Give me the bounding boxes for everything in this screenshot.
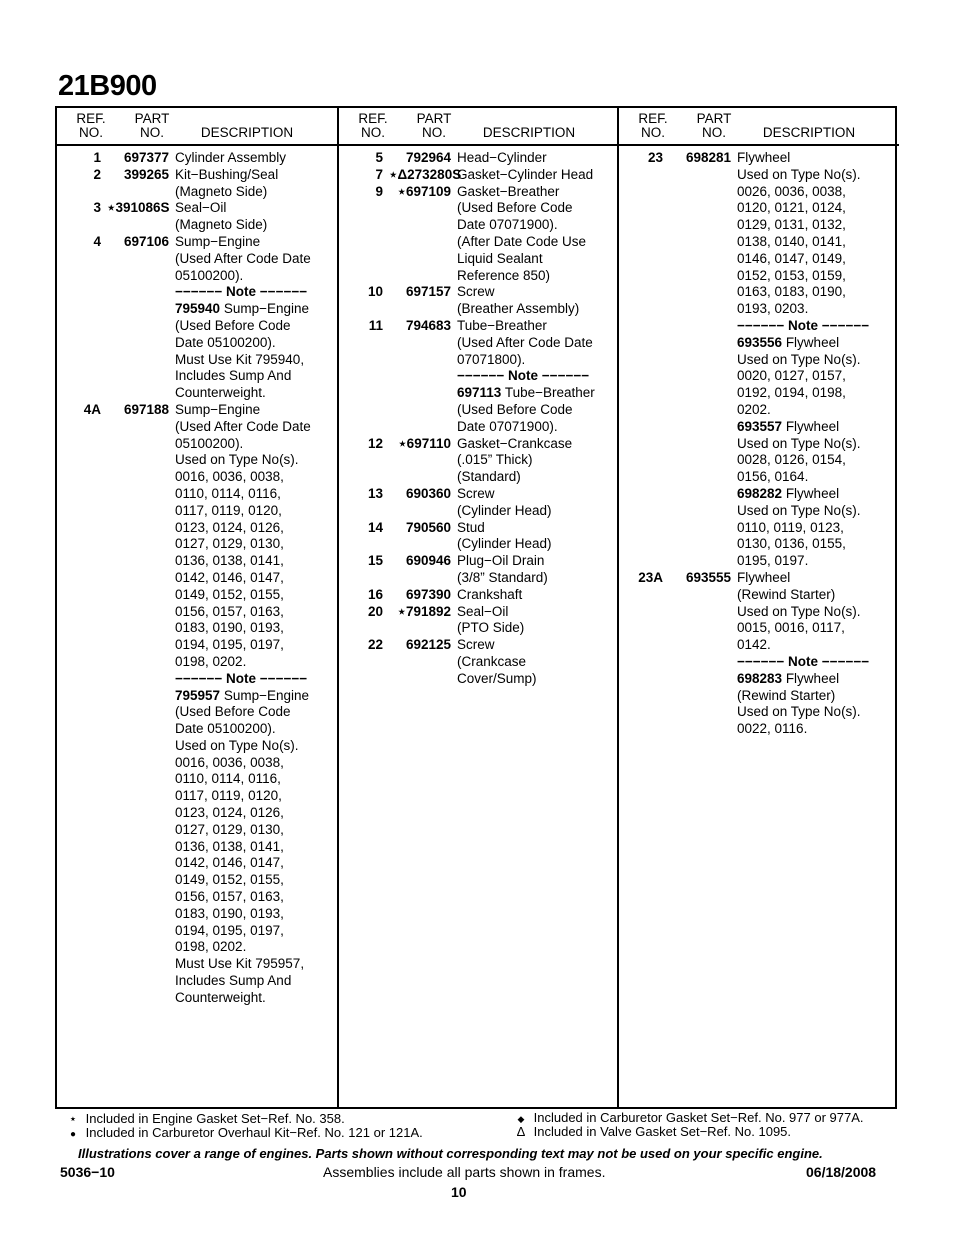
description-line: Screw xyxy=(457,284,495,300)
part-description xyxy=(457,604,619,638)
ref-number: 4A xyxy=(83,401,101,417)
description-line: 0028, 0126, 0154, xyxy=(737,452,846,468)
description-header: DESCRIPTION xyxy=(762,125,856,140)
description-line: Used on Type No(s). xyxy=(737,704,861,720)
description-line: 05100200). xyxy=(175,435,244,451)
part-entry xyxy=(619,570,899,738)
description-line: 0129, 0131, 0132, xyxy=(737,217,846,233)
part-description xyxy=(737,570,899,738)
footnote-star xyxy=(64,1112,345,1126)
line-text: Flywheel xyxy=(782,485,840,501)
description-line: 0022, 0116. xyxy=(737,721,808,737)
description-line: (Used Before Code xyxy=(175,704,291,720)
description-line xyxy=(457,385,619,402)
part-number: 697377 xyxy=(123,150,169,165)
bold-text: 693557 xyxy=(737,418,783,434)
ref-number: 23 xyxy=(647,150,663,165)
ref-number: 22 xyxy=(367,637,383,653)
part-description xyxy=(175,402,337,1007)
part-description xyxy=(457,318,619,436)
description-line: 0142. xyxy=(737,637,771,653)
description-line: 0127, 0129, 0130, xyxy=(175,536,284,552)
description-line xyxy=(175,688,337,705)
part-description xyxy=(457,436,619,486)
ref-number: 16 xyxy=(367,586,383,602)
line-text: Flywheel xyxy=(782,418,840,434)
description-line xyxy=(737,654,899,671)
bold-text: 693556 xyxy=(737,334,783,350)
part-entry xyxy=(339,587,619,604)
description-line: (Used After Code Date xyxy=(175,418,311,434)
description-line: 0195, 0197. xyxy=(737,553,809,569)
model-number: 21B900 xyxy=(58,70,157,102)
description-line: Cover/Sump) xyxy=(457,670,537,686)
bold-text: −−−−−− Note −−−−−− xyxy=(175,670,308,686)
part-number: 697188 xyxy=(123,401,169,417)
description-line: Must Use Kit 795940, xyxy=(175,351,305,367)
no-header-line: NO. xyxy=(139,125,164,140)
part-no-header xyxy=(127,112,177,140)
line-text: Sump−Engine xyxy=(220,687,309,703)
description-line: (Used After Code Date xyxy=(457,334,593,350)
bold-text: −−−−−− Note −−−−−− xyxy=(737,317,870,333)
description-line: 0194, 0195, 0197, xyxy=(175,637,284,653)
description-line: (PTO Side) xyxy=(457,620,525,636)
description-line: (Cylinder Head) xyxy=(457,502,552,518)
description-line: Tube−Breather xyxy=(457,317,547,333)
ref-no-header xyxy=(69,112,113,140)
description-line: 0127, 0129, 0130, xyxy=(175,821,284,837)
description-line: Counterweight. xyxy=(175,385,266,401)
description-line: Date 05100200). xyxy=(175,721,276,737)
description-line: 0015, 0016, 0117, xyxy=(737,620,845,636)
ref-number: 23A xyxy=(638,569,663,585)
description-line: Date 05100200). xyxy=(175,334,276,350)
description-line: 0110, 0114, 0116, xyxy=(175,485,281,501)
column-header xyxy=(619,108,899,146)
description-line: 0183, 0190, 0193, xyxy=(175,620,284,636)
description-line: 05100200). xyxy=(175,267,244,283)
description-line: Counterweight. xyxy=(175,989,266,1005)
part-description xyxy=(457,284,619,318)
description-line: 0136, 0138, 0141, xyxy=(175,553,284,569)
line-text: Flywheel xyxy=(782,334,840,350)
description-line xyxy=(175,301,337,318)
description-line: 0117, 0119, 0120, xyxy=(175,502,282,518)
part-number: 792964 xyxy=(405,150,451,165)
part-entry xyxy=(339,150,619,167)
no-header-line: NO. xyxy=(421,125,446,140)
parts-table xyxy=(55,106,897,1109)
part-entry xyxy=(339,486,619,520)
description-line: 0194, 0195, 0197, xyxy=(175,922,284,938)
parts-column-2 xyxy=(337,108,619,1107)
description-line: Sump−Engine xyxy=(175,233,261,249)
part-entry xyxy=(339,553,619,587)
part-number: 698281 xyxy=(685,150,731,165)
part-number: 690946 xyxy=(405,553,451,569)
description-line: Used on Type No(s). xyxy=(737,351,861,367)
part-entry xyxy=(57,150,337,167)
description-line: 07071800). xyxy=(457,351,526,367)
part-entry xyxy=(339,436,619,486)
column-header xyxy=(57,108,337,146)
part-number: 693555 xyxy=(685,569,731,585)
description-line: 0123, 0124, 0126, xyxy=(175,805,284,821)
line-text: Flywheel xyxy=(782,670,840,686)
part-entry xyxy=(339,604,619,638)
ref-number: 10 xyxy=(367,284,383,300)
description-line: (Crankcase xyxy=(457,653,527,669)
page-number: 10 xyxy=(451,1184,467,1200)
description-line: Used on Type No(s). xyxy=(737,435,861,451)
description-line: 0152, 0153, 0159, xyxy=(737,267,846,283)
description-line: 0142, 0146, 0147, xyxy=(175,569,284,585)
description-line: (Magneto Side) xyxy=(175,183,268,199)
delta-icon: Δ xyxy=(516,1124,526,1139)
description-line xyxy=(737,486,899,503)
description-line: 0123, 0124, 0126, xyxy=(175,519,284,535)
footnote-delta xyxy=(512,1125,791,1139)
part-description xyxy=(457,587,619,604)
part-description xyxy=(457,486,619,520)
description-line: Flywheel xyxy=(737,150,791,165)
description-line: 0110, 0114, 0116, xyxy=(175,771,281,787)
star-icon: ⋆ xyxy=(68,1111,78,1126)
description-line: 0193, 0203. xyxy=(737,301,809,317)
description-line: (Used Before Code xyxy=(175,317,291,333)
ref-number: 1 xyxy=(93,150,101,165)
description-line: Includes Sump And xyxy=(175,973,292,989)
description-line: 0192, 0194, 0198, xyxy=(737,385,846,401)
part-description xyxy=(457,637,619,687)
ref-number: 9 xyxy=(375,183,383,199)
description-line: (Rewind Starter) xyxy=(737,687,836,703)
description-line xyxy=(737,335,899,352)
ref-header-line: REF. xyxy=(638,111,668,126)
description-line: (Cylinder Head) xyxy=(457,536,552,552)
footnote-text: Included in Engine Gasket Set−Ref. No. 358. xyxy=(85,1111,345,1126)
bold-text: 697113 xyxy=(457,385,502,401)
ref-number: 20 xyxy=(367,603,383,619)
entries-list xyxy=(619,150,899,738)
entries-list xyxy=(57,150,337,1007)
description-line: (Standard) xyxy=(457,469,521,485)
description-line: 0138, 0140, 0141, xyxy=(737,233,846,249)
description-line: Liquid Sealant xyxy=(457,250,543,266)
bold-text: −−−−−− Note −−−−−− xyxy=(457,368,590,384)
description-line: 0117, 0119, 0120, xyxy=(175,788,282,804)
part-description xyxy=(457,150,619,167)
ref-no-header xyxy=(351,112,395,140)
description-line: Sump−Engine xyxy=(175,401,261,417)
description-line: 0156, 0157, 0163, xyxy=(175,889,284,905)
description-line: (Breather Assembly) xyxy=(457,301,580,317)
part-number: ⋆697110 xyxy=(398,435,451,451)
ref-number: 2 xyxy=(93,166,101,182)
description-line: 0149, 0152, 0155, xyxy=(175,586,284,602)
ref-no-header xyxy=(631,112,675,140)
part-header-line: PART xyxy=(696,111,732,126)
footnote-text: Included in Valve Gasket Set−Ref. No. 1095. xyxy=(533,1124,792,1139)
description-line: 0120, 0121, 0124, xyxy=(737,200,846,216)
description-line: (Used After Code Date xyxy=(175,250,311,266)
description-line: 0156, 0164. xyxy=(737,469,809,485)
no-header-line: NO. xyxy=(701,125,726,140)
description-line: Gasket−Cylinder Head xyxy=(457,166,594,182)
description-line: 0198, 0202. xyxy=(175,653,247,669)
part-entry xyxy=(339,284,619,318)
bold-text: −−−−−− Note −−−−−− xyxy=(175,284,308,300)
part-number: 697157 xyxy=(405,284,451,300)
part-description xyxy=(737,150,899,570)
part-number: 399265 xyxy=(123,166,169,182)
part-entry xyxy=(339,318,619,436)
description-line xyxy=(175,671,337,688)
description-line: Plug−Oil Drain xyxy=(457,553,545,569)
description-line: 0016, 0036, 0038, xyxy=(175,754,284,770)
entries-list xyxy=(339,150,619,688)
part-description xyxy=(457,520,619,554)
footnote-text: Included in Carburetor Overhaul Kit−Ref. No. 121 or 121A. xyxy=(85,1125,423,1140)
part-description xyxy=(175,150,337,167)
description-line xyxy=(175,284,337,301)
part-number: ⋆391086S xyxy=(107,200,170,216)
ref-number: 3 xyxy=(93,200,101,216)
description-line: Head−Cylinder xyxy=(457,150,547,165)
document-date: 06/18/2008 xyxy=(806,1164,877,1180)
part-entry xyxy=(339,167,619,184)
part-entry xyxy=(339,637,619,687)
part-description xyxy=(175,167,337,201)
parts-column-3 xyxy=(617,108,899,1107)
part-number: ⋆697109 xyxy=(397,183,451,199)
part-entry xyxy=(57,167,337,201)
description-line xyxy=(457,368,619,385)
footnote-dot xyxy=(64,1126,423,1142)
part-number: ⋆Δ273280S xyxy=(389,166,462,182)
description-line: Screw xyxy=(457,637,495,653)
description-line: Gasket−Crankcase xyxy=(457,435,573,451)
description-line: 0146, 0147, 0149, xyxy=(737,250,846,266)
description-line: 0020, 0127, 0157, xyxy=(737,368,846,384)
description-header: DESCRIPTION xyxy=(200,125,294,140)
bold-text: 698283 xyxy=(737,670,783,686)
document-number: 5036−10 xyxy=(60,1164,115,1180)
description-line xyxy=(737,419,899,436)
ref-number: 11 xyxy=(368,317,383,333)
description-line: (Used Before Code xyxy=(457,200,573,216)
ref-number: 7 xyxy=(375,166,383,182)
part-number: 690360 xyxy=(405,485,451,501)
part-number: ⋆791892 xyxy=(397,603,451,619)
description-line: 0136, 0138, 0141, xyxy=(175,838,284,854)
bold-text: 698282 xyxy=(737,485,783,501)
ref-header-line: REF. xyxy=(358,111,388,126)
part-description xyxy=(457,167,619,184)
description-line: Stud xyxy=(457,519,485,535)
description-line: (Magneto Side) xyxy=(175,217,268,233)
bold-text: 795940 xyxy=(175,301,221,317)
description-line: 0163, 0183, 0190, xyxy=(737,284,846,300)
description-line: Date 07071900). xyxy=(457,418,558,434)
description-line: Reference 850) xyxy=(457,267,551,283)
description-line: (3/8” Standard) xyxy=(457,569,548,585)
ref-number: 13 xyxy=(367,485,383,501)
illustrations-note: Illustrations cover a range of engines. Parts shown without corresponding text may not be used on your specific engine. xyxy=(78,1146,823,1161)
description-line: 0130, 0136, 0155, xyxy=(737,536,846,552)
description-line: (Used Before Code xyxy=(457,401,573,417)
diamond-icon: ◆ xyxy=(517,1114,525,1124)
description-line: Crankshaft xyxy=(457,586,523,602)
description-line: Used on Type No(s). xyxy=(175,737,299,753)
part-number: 790560 xyxy=(405,519,451,535)
ref-number: 14 xyxy=(367,519,383,535)
bold-text: −−−−−− Note −−−−−− xyxy=(737,653,870,669)
description-line: 0183, 0190, 0193, xyxy=(175,905,284,921)
description-line xyxy=(737,318,899,335)
column-header xyxy=(339,108,619,146)
description-line: Flywheel xyxy=(737,569,791,585)
no-header-line: NO. xyxy=(78,125,103,140)
description-line: Used on Type No(s). xyxy=(737,502,861,518)
part-number: 697390 xyxy=(405,586,451,602)
line-text: Tube−Breather xyxy=(501,385,595,401)
ref-number: 5 xyxy=(375,150,383,165)
line-text: Sump−Engine xyxy=(220,301,309,317)
part-entry xyxy=(57,200,337,234)
part-description xyxy=(457,553,619,587)
description-line: 0156, 0157, 0163, xyxy=(175,603,284,619)
ref-header-line: REF. xyxy=(76,111,106,126)
assemblies-note: Assemblies include all parts shown in frames. xyxy=(323,1164,606,1180)
description-line: (Rewind Starter) xyxy=(737,586,836,602)
description-line: Used on Type No(s). xyxy=(175,452,299,468)
description-line: Must Use Kit 795957, xyxy=(175,956,305,972)
description-line: Gasket−Breather xyxy=(457,183,560,199)
part-no-header xyxy=(689,112,739,140)
description-line: Seal−Oil xyxy=(457,603,509,619)
description-line: Cylinder Assembly xyxy=(175,150,287,165)
description-line: Date 07071900). xyxy=(457,217,558,233)
part-entry xyxy=(619,150,899,570)
part-description xyxy=(175,234,337,402)
description-line: Includes Sump And xyxy=(175,368,292,384)
bold-text: 795957 xyxy=(175,687,221,703)
description-line: Seal−Oil xyxy=(175,200,227,216)
description-line: 0198, 0202. xyxy=(175,939,247,955)
description-line: 0026, 0036, 0038, xyxy=(737,183,846,199)
description-line: 0110, 0119, 0123, xyxy=(737,519,844,535)
part-number: 697106 xyxy=(123,233,169,249)
description-line: Used on Type No(s). xyxy=(737,166,861,182)
description-line: Screw xyxy=(457,485,495,501)
part-number: 794683 xyxy=(405,317,451,333)
part-description xyxy=(457,184,619,285)
description-line: 0202. xyxy=(737,401,771,417)
description-line: Kit−Bushing/Seal xyxy=(175,166,279,182)
part-entry xyxy=(57,402,337,1007)
part-no-header xyxy=(409,112,459,140)
no-header-line: NO. xyxy=(640,125,665,140)
dot-icon: ● xyxy=(69,1129,77,1140)
part-header-line: PART xyxy=(416,111,452,126)
part-entry xyxy=(339,184,619,285)
no-header-line: NO. xyxy=(360,125,385,140)
description-line: 0142, 0146, 0147, xyxy=(175,855,284,871)
part-number: 692125 xyxy=(405,637,451,653)
ref-number: 4 xyxy=(93,233,101,249)
footnote-text: Included in Carburetor Gasket Set−Ref. No. 977 or 977A. xyxy=(533,1110,864,1125)
part-header-line: PART xyxy=(134,111,170,126)
description-line: (After Date Code Use xyxy=(457,233,587,249)
part-entry xyxy=(339,520,619,554)
description-line: 0016, 0036, 0038, xyxy=(175,469,284,485)
ref-number: 15 xyxy=(367,553,383,569)
parts-column-1 xyxy=(57,108,337,1107)
description-header: DESCRIPTION xyxy=(482,125,576,140)
ref-number: 12 xyxy=(367,435,383,451)
description-line: Used on Type No(s). xyxy=(737,603,861,619)
description-line: 0149, 0152, 0155, xyxy=(175,872,284,888)
part-description xyxy=(175,200,337,234)
description-line xyxy=(737,671,899,688)
description-line: (.015” Thick) xyxy=(457,452,533,468)
part-entry xyxy=(57,234,337,402)
